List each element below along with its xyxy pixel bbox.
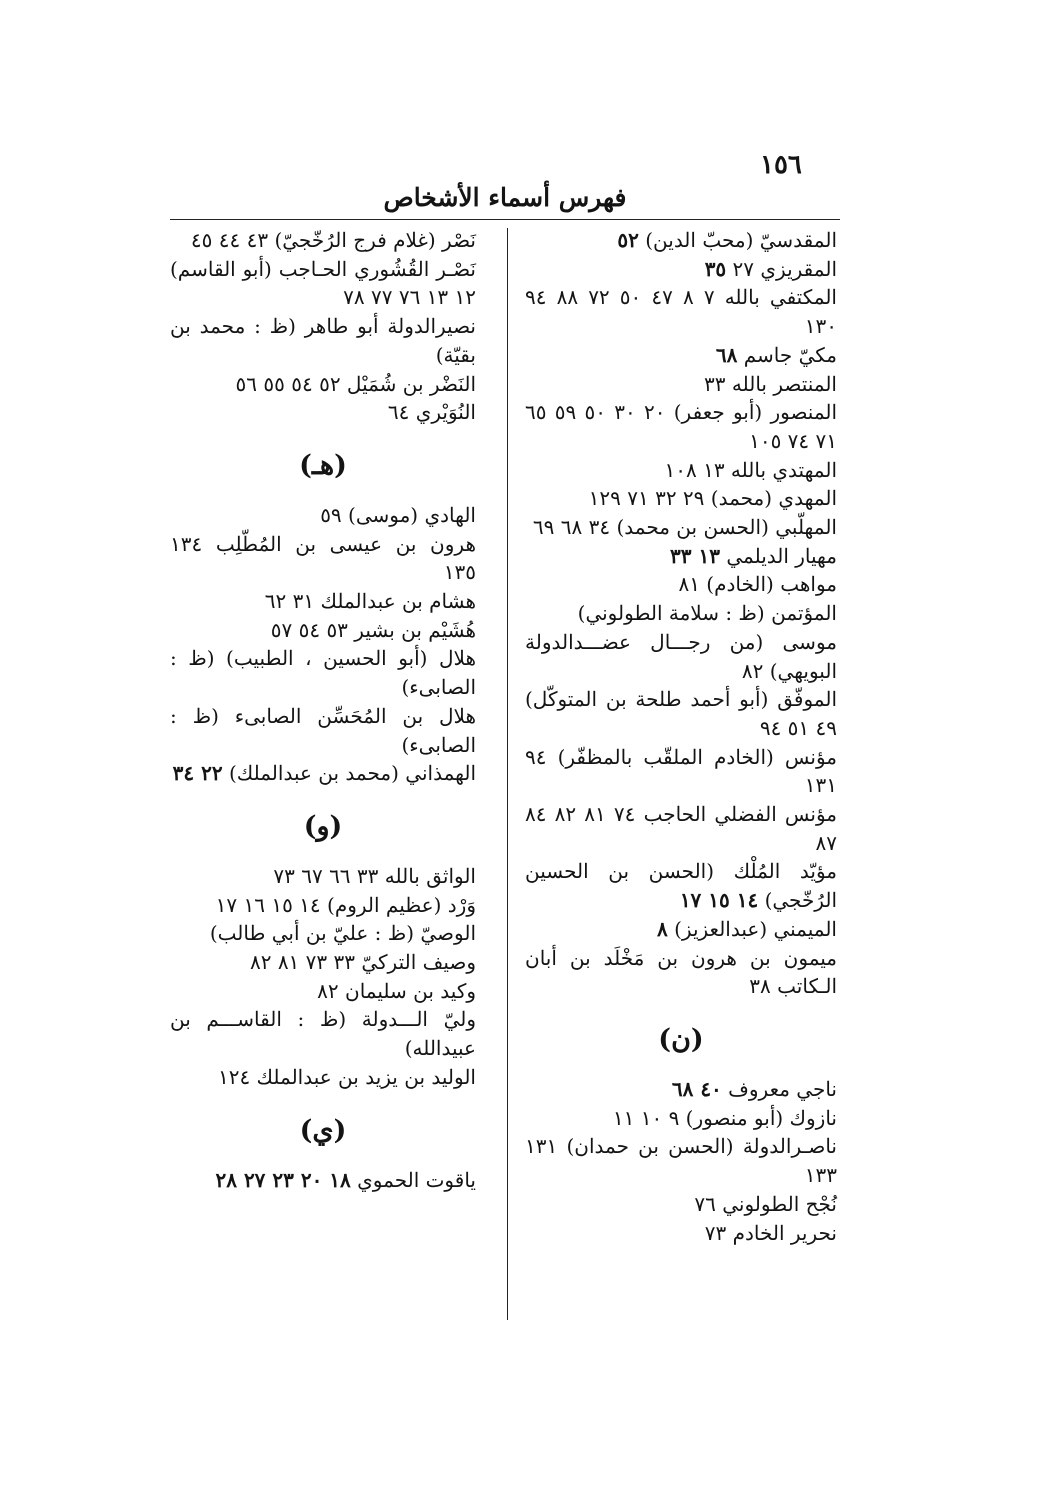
index-entry bbox=[525, 857, 837, 914]
entry-pages: ٧٣ bbox=[704, 1220, 727, 1245]
index-entry bbox=[170, 977, 476, 1006]
index-column-left bbox=[170, 226, 476, 1194]
entry-pages-bold: ٤٠ ٦٨ bbox=[671, 1076, 722, 1101]
entry-pages: ١٢٤ bbox=[217, 1064, 251, 1089]
entry-name: نَصْر (غلام فرج الرُخّجيّ) bbox=[274, 228, 476, 252]
entry-name: الواثق بالله bbox=[384, 863, 476, 888]
entry-name: نَصْـر القُشُوري الحـاجب (أبو القاسم) bbox=[170, 256, 476, 281]
page-number: ١٥٦ bbox=[760, 150, 802, 180]
entry-name: الهادي (موسى) bbox=[348, 502, 476, 527]
entry-pages: ٥٩ bbox=[320, 502, 342, 527]
index-entry bbox=[170, 255, 476, 312]
index-entry bbox=[525, 1132, 837, 1189]
index-entry bbox=[525, 1104, 837, 1133]
entry-name: المقدسيّ (محبّ الدين) bbox=[645, 228, 837, 252]
index-entry bbox=[170, 312, 476, 369]
entry-name: هلال بن المُحَسِّن الصابىء (ظ : الصابىء) bbox=[170, 703, 476, 757]
entry-pages: ٣٣ ٧٣ ٨١ ٨٢ bbox=[249, 950, 355, 975]
entry-pages: ٨١ bbox=[678, 572, 700, 597]
index-entry bbox=[170, 862, 476, 891]
entry-pages: ٣٣ bbox=[704, 371, 726, 396]
index-entry bbox=[525, 513, 837, 542]
entry-name: مهيار الديلمي bbox=[726, 543, 837, 568]
entry-name: نازوك (أبو منصور) bbox=[685, 1105, 837, 1130]
index-entry bbox=[525, 1075, 837, 1104]
section-heading: (و) bbox=[303, 810, 343, 842]
entry-name: الموفّق (أبو أحمد طلحة بن المتوكّل) bbox=[525, 687, 837, 712]
entry-name: المكتفي بالله bbox=[724, 285, 837, 310]
entry-pages: ١٣١ ١٣٣ bbox=[525, 1134, 837, 1188]
entry-name: المقريزي bbox=[760, 256, 837, 281]
index-entry bbox=[525, 226, 837, 255]
index-entry bbox=[525, 341, 837, 370]
index-entry bbox=[525, 685, 837, 742]
entry-pages-bold: ١٣ ٣٣ bbox=[670, 543, 720, 568]
index-entry bbox=[170, 644, 476, 701]
entry-name: ناصـرالدولة (الحسن بن حمدان) bbox=[566, 1134, 837, 1159]
entry-pages: ٤٩ ٥١ ٩٤ bbox=[759, 715, 837, 740]
entry-name: نصيرالدولة أبو طاهر (ظ : محمد بن بقيّة) bbox=[170, 314, 476, 367]
index-entry bbox=[170, 226, 476, 255]
entry-pages: ٨٢ bbox=[317, 978, 339, 1003]
entry-name: الهمذاني (محمد بن عبدالملك) bbox=[228, 761, 476, 786]
entry-pages: ٣٣ ٦٦ ٦٧ ٧٣ bbox=[273, 863, 379, 888]
column-divider bbox=[507, 228, 508, 1320]
entry-name: مؤنس (الخادم الملقّب بالمظفّر) bbox=[557, 744, 838, 769]
entry-pages: ١٣ ١٠٨ bbox=[664, 457, 725, 482]
index-entry bbox=[170, 1166, 476, 1195]
entry-pages-bold: ٥٢ bbox=[617, 228, 639, 252]
entry-pages: ٢٧ bbox=[732, 256, 755, 281]
entry-pages-bold: ٦٨ bbox=[715, 342, 738, 367]
entry-name: المنتصر بالله bbox=[731, 371, 837, 396]
entry-name: مواهب (الخادم) bbox=[706, 572, 837, 597]
entry-name: وكيد بن سليمان bbox=[345, 978, 476, 1003]
index-entry bbox=[525, 800, 837, 857]
entry-pages: ٧٤ ٨١ ٨٢ ٨٤ ٨٧ bbox=[525, 802, 837, 855]
entry-pages: ٥٣ ٥٤ ٥٧ bbox=[270, 617, 348, 642]
entry-pages-bold: ٣٥ bbox=[704, 256, 727, 281]
entry-name: هلال (أبو الحسين ، الطبيب) (ظ : الصابىء) bbox=[170, 646, 476, 700]
index-entry bbox=[170, 501, 476, 530]
index-entry bbox=[170, 587, 476, 616]
index-entry bbox=[525, 915, 837, 944]
entry-name: المؤتمن (ظ : سلامة الطولوني) bbox=[577, 601, 837, 626]
index-entry bbox=[170, 530, 476, 587]
entry-pages: ١٣٤ ١٣٥ bbox=[170, 531, 476, 585]
index-column-right bbox=[525, 226, 837, 1247]
index-entry bbox=[525, 944, 837, 1001]
entry-name: المهتدي بالله bbox=[730, 457, 837, 482]
index-entry bbox=[170, 370, 476, 399]
entry-name: هُشَيْم بن بشير bbox=[354, 617, 476, 642]
page-title: فهرس أسماء الأشخاص bbox=[383, 183, 627, 212]
entry-pages-bold: ٨ bbox=[657, 916, 668, 941]
index-entry bbox=[525, 599, 837, 628]
index-entry bbox=[525, 1219, 837, 1248]
index-entry bbox=[170, 1063, 476, 1092]
entry-pages: ١٢ ١٣ ٧٦ ٧٧ ٧٨ bbox=[343, 285, 476, 310]
index-entry bbox=[170, 919, 476, 948]
entry-name: وَرْد (عظيم الروم) bbox=[327, 892, 476, 917]
index-entry bbox=[525, 484, 837, 513]
entry-pages: ٢٩ ٣٢ ٧١ ١٢٩ bbox=[588, 486, 705, 511]
entry-name: النُوَيْري bbox=[415, 400, 476, 425]
title-rule bbox=[170, 219, 840, 220]
section-heading: (هـ) bbox=[299, 449, 347, 481]
entry-name: المهدي (محمد) bbox=[710, 486, 837, 511]
index-entry bbox=[170, 616, 476, 645]
entry-pages: ٣٤ ٦٨ ٦٩ bbox=[532, 515, 611, 540]
entry-pages: ٤٣ ٤٤ ٤٥ bbox=[190, 228, 269, 252]
entry-name: هشام بن عبدالملك bbox=[320, 589, 476, 614]
entry-name: المهلّبي (الحسن بن محمد) bbox=[616, 515, 837, 540]
entry-name: ميمون بن هرون بن مَخْلَد بن أبان الـكاتب bbox=[525, 945, 837, 999]
index-entry bbox=[170, 398, 476, 427]
entry-pages: ١٤ ١٥ ١٦ ١٧ bbox=[215, 892, 321, 917]
index-entry bbox=[525, 283, 837, 340]
index-entry bbox=[525, 542, 837, 571]
index-entry bbox=[525, 398, 837, 455]
index-entry bbox=[525, 1190, 837, 1219]
entry-name: مؤنس الفضلي الحاجب bbox=[643, 802, 838, 827]
index-entry bbox=[170, 759, 476, 788]
entry-name: مؤيّد المُلْك (الحسن بن الحسين الرُخّجي) bbox=[525, 859, 837, 913]
entry-pages: ٣٨ bbox=[749, 974, 771, 999]
entry-pages-bold: ٢٢ ٣٤ bbox=[172, 761, 223, 786]
entry-pages: ٢٠ ٣٠ ٥٠ ٥٩ ٦٥ ٧١ ٧٤ ١٠٥ bbox=[525, 400, 837, 453]
entry-name: ياقوت الحموي bbox=[357, 1167, 476, 1192]
entry-name: موسى (من رجـــال عضـــدالدولة البويهي) bbox=[525, 629, 837, 683]
index-entry bbox=[525, 570, 837, 599]
section-heading: (ي) bbox=[299, 1114, 347, 1146]
section-heading: (ن) bbox=[658, 1023, 704, 1055]
entry-pages: ٥٢ ٥٤ ٥٥ ٥٦ bbox=[235, 371, 341, 396]
entry-pages: ٩ ١٠ ١١ bbox=[612, 1105, 680, 1130]
entry-pages: ٧ ٨ ٤٧ ٥٠ ٧٢ ٨٨ ٩٤ ١٣٠ bbox=[525, 285, 837, 339]
entry-name: وليّ الـــدولة (ظ : القاســـم بن عبيدالله) bbox=[170, 1007, 476, 1061]
index-entry bbox=[525, 370, 837, 399]
index-entry bbox=[525, 456, 837, 485]
entry-name: وصيف التركيّ bbox=[361, 950, 476, 975]
entry-name: نُجْح الطولوني bbox=[722, 1191, 837, 1216]
entry-name: مكيّ جاسم bbox=[743, 342, 837, 367]
entry-name: المنصور (أبو جعفر) bbox=[673, 400, 838, 425]
entry-pages: ٩٤ ١٣١ bbox=[525, 744, 837, 798]
index-entry bbox=[170, 702, 476, 759]
entry-name: الوصيّ (ظ : عليّ بن أبي طالب) bbox=[209, 921, 476, 946]
entry-name: هرون بن عيسى بن المُطّلِب bbox=[215, 531, 476, 556]
index-entry bbox=[525, 255, 837, 284]
index-entry bbox=[170, 948, 476, 977]
index-entry bbox=[525, 743, 837, 800]
entry-pages: ٣١ ٦٢ bbox=[264, 589, 315, 614]
entry-pages-bold: ١٤ ١٥ ١٧ bbox=[679, 888, 759, 913]
entry-pages-bold: ١٨ ٢٠ ٢٣ ٢٧ ٢٨ bbox=[215, 1167, 351, 1192]
entry-pages: ٧٦ bbox=[694, 1191, 716, 1216]
entry-pages: ٨٢ bbox=[741, 658, 764, 683]
entry-name: الميمني (عبدالعزيز) bbox=[674, 916, 837, 941]
index-entry bbox=[170, 891, 476, 920]
entry-name: الوليد بن يزيد بن عبدالملك bbox=[256, 1064, 476, 1089]
entry-name: ناجي معروف bbox=[728, 1076, 837, 1101]
index-entry bbox=[525, 628, 837, 685]
index-entry bbox=[170, 1005, 476, 1062]
entry-name: النَضْر بن شُمَيْل bbox=[346, 371, 476, 396]
entry-name: نحرير الخادم bbox=[732, 1220, 837, 1245]
entry-pages: ٦٤ bbox=[387, 400, 410, 425]
